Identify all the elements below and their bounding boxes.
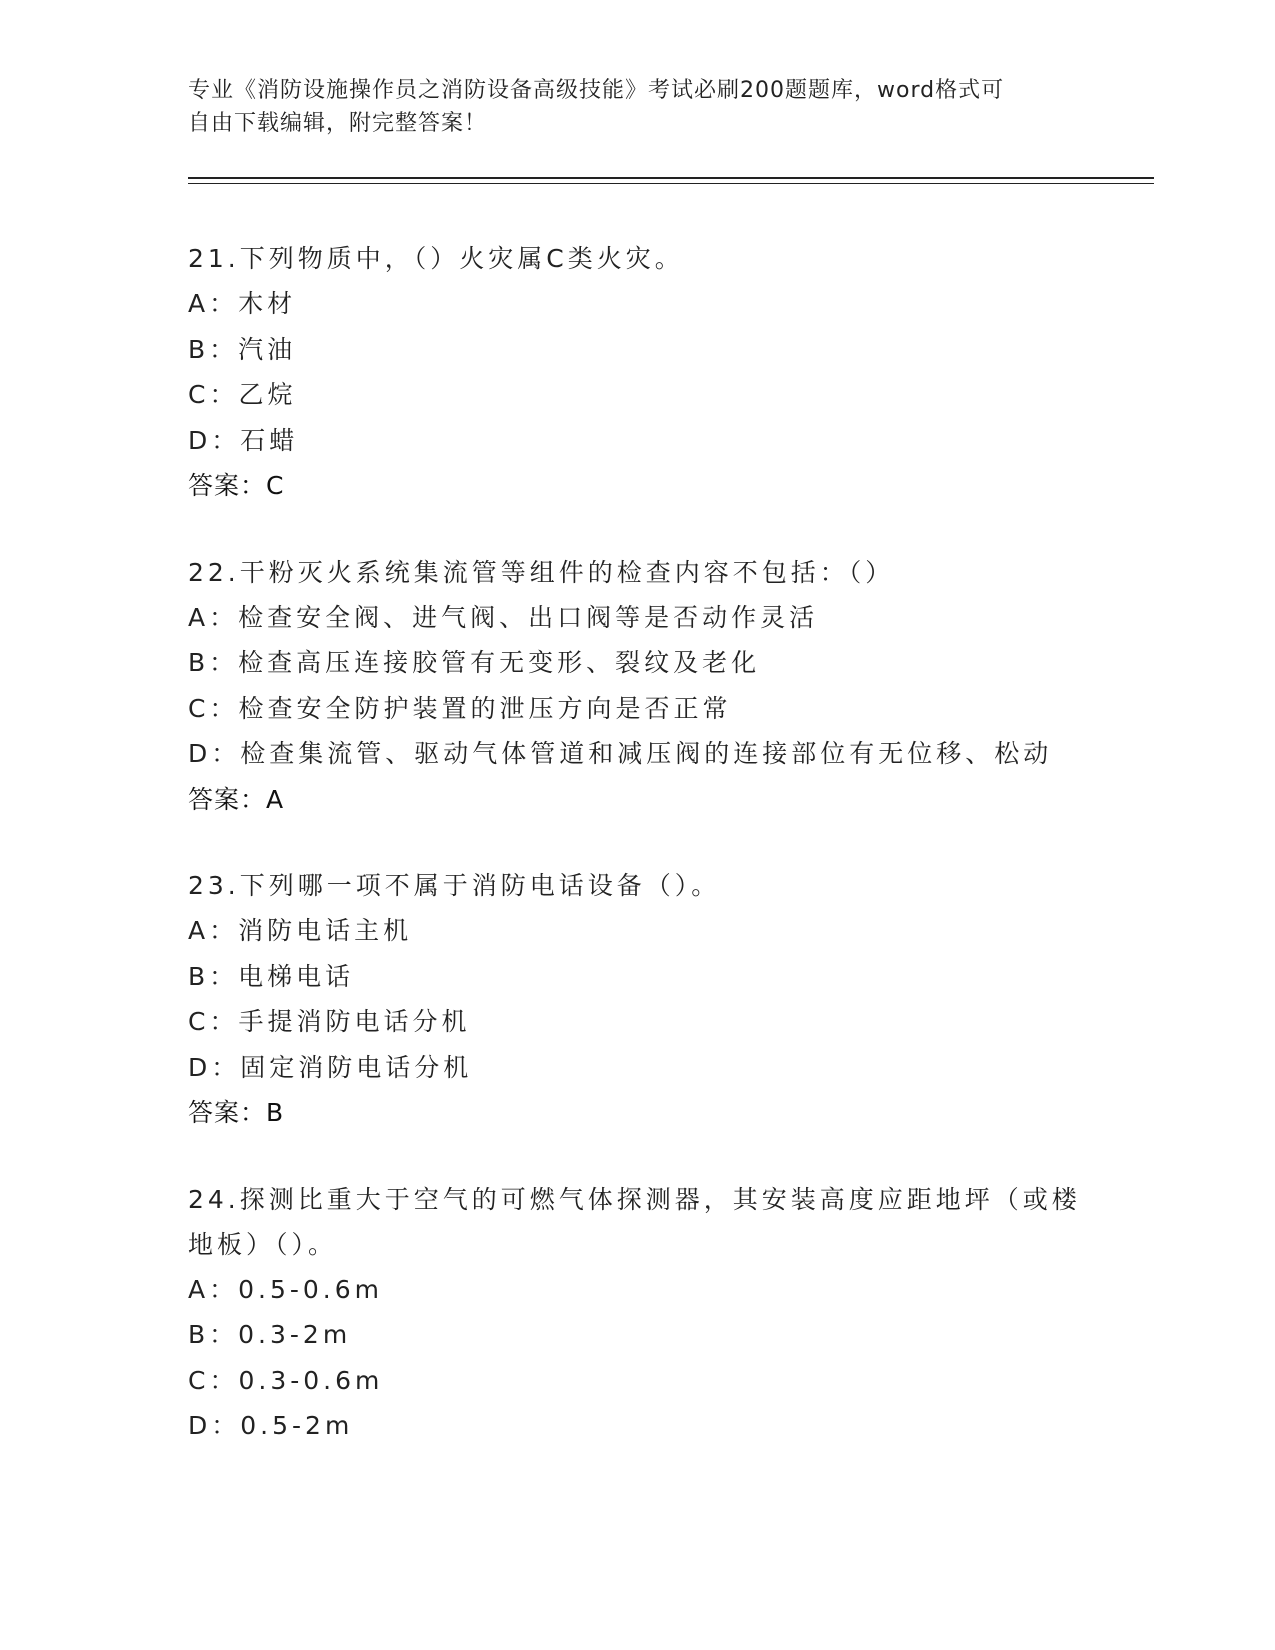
option-text: 0.3-0.6m: [238, 1365, 384, 1395]
option-d: [188, 731, 1108, 777]
option-key: A：: [188, 1274, 239, 1304]
option-c: [188, 372, 1108, 418]
question-stem: 24.探测比重大于空气的可燃气体探测器，其安装高度应距地坪（或楼地板）（）。: [188, 1184, 1081, 1259]
option-key: B：: [188, 961, 239, 991]
question-21: [188, 236, 1108, 509]
option-text: 检查高压连接胶管有无变形、裂纹及老化: [238, 648, 761, 677]
option-text: 电梯电话: [238, 961, 355, 991]
option-key: D：: [188, 739, 241, 768]
option-key: C：: [188, 693, 239, 723]
question-stem: 23.下列哪一项不属于消防电话设备（）。: [188, 871, 721, 900]
header-line-1: 专业《消防设施操作员之消防设备高级技能》考试必刷200题题库，word格式可: [188, 78, 1005, 103]
option-key: B：: [188, 1320, 239, 1349]
header-line-2: 自由下载编辑，附完整答案！: [188, 111, 488, 136]
option-a: [188, 1267, 1108, 1313]
option-b: [188, 327, 1108, 373]
option-text: 检查集流管、驱动气体管道和减压阀的连接部位有无位移、松动: [240, 739, 1053, 768]
option-d: [188, 1045, 1108, 1091]
option-key: A：: [188, 602, 239, 632]
option-key: C：: [188, 1007, 239, 1036]
option-key: D：: [188, 425, 241, 455]
question-22: [188, 550, 1108, 823]
option-b: [188, 640, 1108, 686]
option-key: C：: [188, 1365, 239, 1395]
option-b: [188, 954, 1108, 1000]
option-text: 0.5-2m: [240, 1411, 354, 1440]
option-text: 木材: [238, 289, 297, 318]
option-text: 乙烷: [238, 380, 297, 409]
option-text: 手提消防电话分机: [238, 1007, 471, 1036]
option-d: [188, 1403, 1108, 1449]
option-a: [188, 595, 1108, 641]
option-c: [188, 999, 1108, 1045]
option-key: B：: [188, 648, 239, 677]
header-divider-thin: [188, 183, 1154, 184]
option-key: A：: [188, 289, 239, 318]
option-d: [188, 418, 1108, 464]
question-24: [188, 1177, 1108, 1449]
option-c: [188, 1358, 1108, 1404]
option-text: 消防电话主机: [238, 916, 413, 945]
answer-line: 答案：C: [188, 471, 285, 500]
option-key: C：: [188, 380, 239, 409]
question-list: [188, 236, 1108, 1490]
option-a: [188, 281, 1108, 327]
option-b: [188, 1312, 1108, 1358]
answer-line: 答案：B: [188, 1098, 285, 1127]
option-text: 0.3-2m: [238, 1320, 352, 1349]
option-text: 汽油: [238, 334, 297, 364]
option-text: 0.5-0.6m: [238, 1274, 383, 1304]
option-a: [188, 908, 1108, 954]
option-text: 检查安全阀、进气阀、出口阀等是否动作灵活: [238, 602, 819, 632]
question-stem: 21.下列物质中，（）火灾属C类火灾。: [188, 244, 684, 273]
option-text: 固定消防电话分机: [240, 1052, 473, 1082]
option-key: D：: [188, 1052, 241, 1082]
option-key: D：: [188, 1411, 241, 1440]
question-23: [188, 863, 1108, 1136]
option-c: [188, 686, 1108, 732]
document-header: [188, 74, 1088, 140]
option-key: A：: [188, 916, 239, 945]
header-divider-thick: [188, 177, 1154, 179]
option-text: 检查安全防护装置的泄压方向是否正常: [238, 693, 732, 723]
option-key: B：: [188, 334, 239, 364]
option-text: 石蜡: [240, 425, 299, 455]
answer-line: 答案：A: [188, 784, 285, 814]
question-stem: 22.干粉灭火系统集流管等组件的检查内容不包括：（）: [188, 557, 895, 587]
